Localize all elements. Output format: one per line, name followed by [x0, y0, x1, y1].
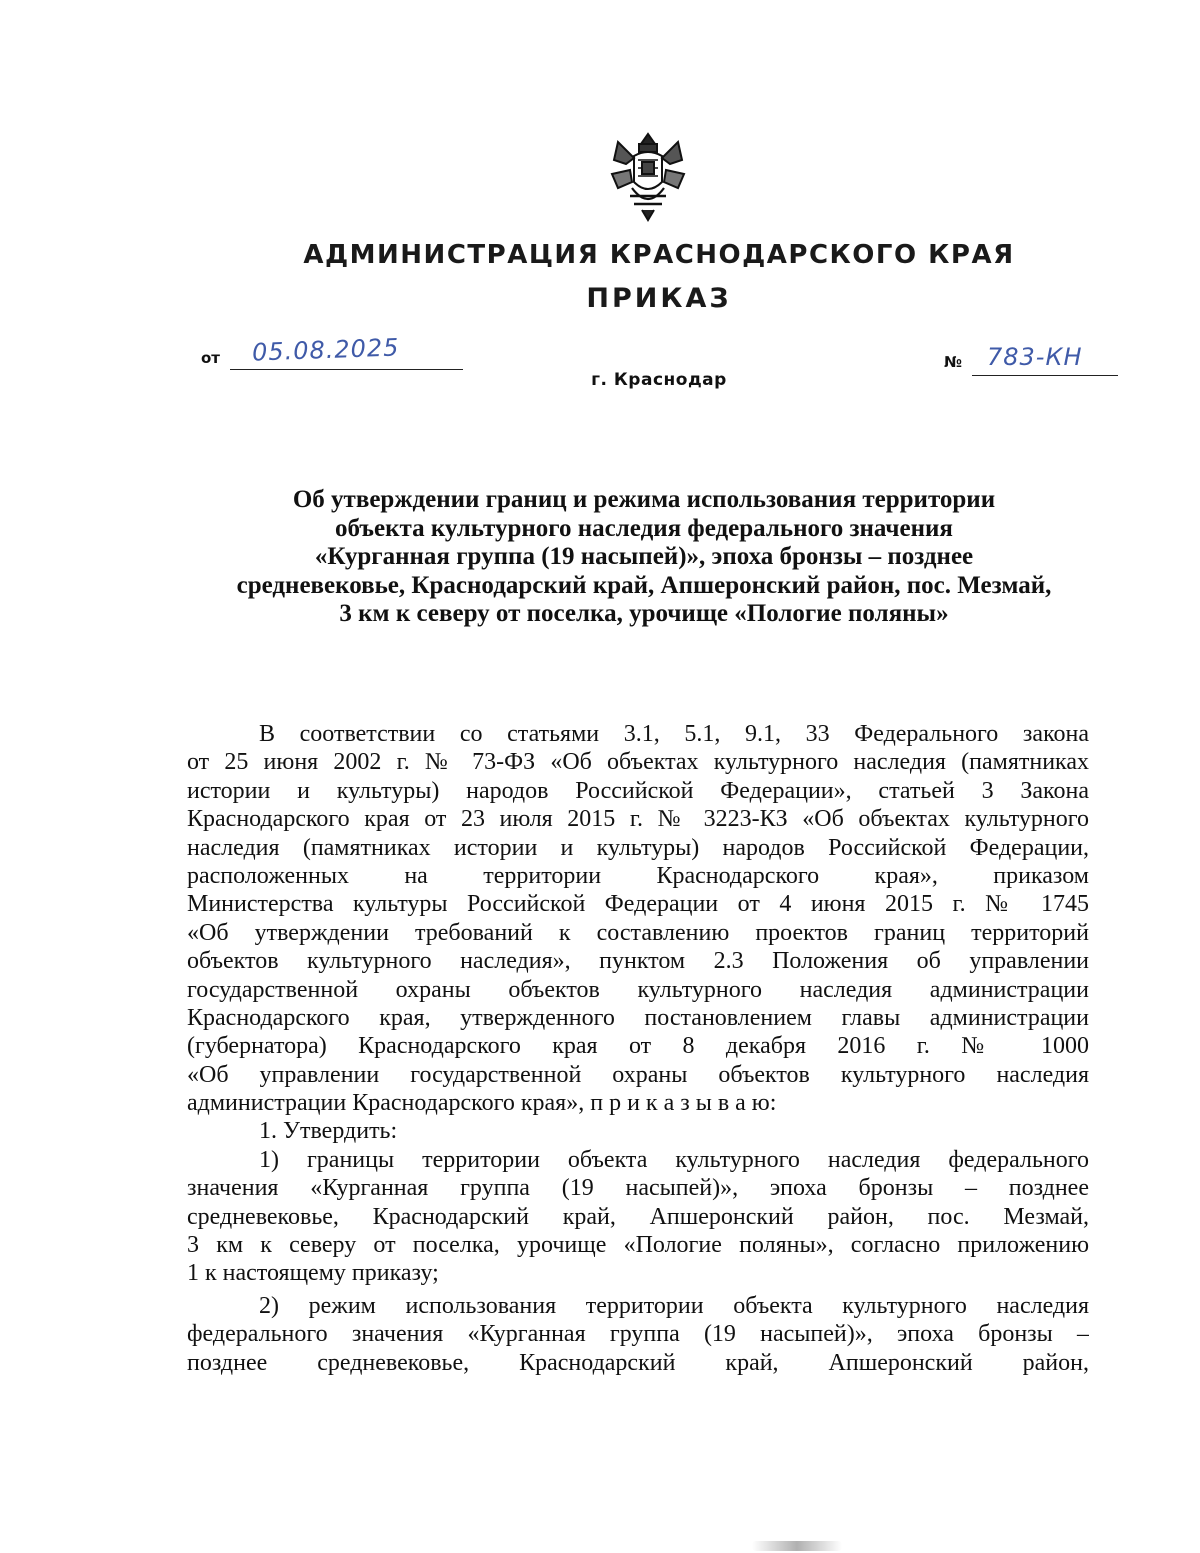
date-label: от [201, 349, 220, 367]
body-line: Краснодарского края от 23 июля 2015 г. № 3223-КЗ «Об объектах культурного [187, 806, 1089, 833]
body-line: истории и культуры) народов Российской Федерации», статьей 3 Закона [187, 777, 1089, 804]
document-subject [190, 486, 1098, 629]
item-1-heading: 1. Утвердить: [259, 1118, 398, 1145]
body-line: объектов культурного наследия», пунктом 2.3 Положения об управлении [187, 948, 1089, 975]
coat-of-arms-icon [608, 130, 688, 222]
city: г. Краснодар [591, 370, 727, 390]
body-line: Краснодарского края, утвержденного постановлением главы администрации [187, 1004, 1089, 1031]
body-line: «Об управлении государственной охраны объектов культурного наследия [187, 1061, 1089, 1088]
body-line: 1 к настоящему приказу; [187, 1260, 439, 1287]
body-line: расположенных на территории Краснодарского края», приказом [187, 862, 1089, 889]
number-label: № [944, 353, 963, 371]
subject-line: «Курганная группа (19 насыпей)», эпоха бронзы – позднее [314, 543, 974, 570]
document-body [187, 720, 1089, 1377]
body-line: администрации Краснодарского края», п р и к а з ы в а ю: [187, 1090, 777, 1117]
subject-line: 3 км к северу от поселка, урочище «Пологие поляны» [339, 600, 949, 627]
date-value: 05.08.2025 [251, 333, 400, 367]
body-line: (губернатора) Краснодарского края от 8 декабря 2016 г. № 1000 [187, 1033, 1089, 1060]
body-line: позднее средневековье, Краснодарский край, Апшеронский район, [187, 1349, 1089, 1376]
subject-line: объекта культурного наследия федерального значения [335, 514, 953, 542]
body-line: Министерства культуры Российской Федерации от 4 июня 2015 г. № 1745 [187, 891, 1089, 918]
number-value: 783-КН [987, 343, 1083, 371]
body-line: государственной охраны объектов культурного наследия администрации [187, 976, 1089, 1003]
body-line: федерального значения «Курганная группа (19 насыпей)», эпоха бронзы – [187, 1321, 1089, 1348]
body-line: 2) режим использования территории объекта культурного наследия [259, 1292, 1089, 1319]
body-line: 1) границы территории объекта культурного наследия федерального [259, 1146, 1089, 1173]
body-line: от 25 июня 2002 г. № 73-ФЗ «Об объектах культурного наследия (памятниках [187, 749, 1089, 776]
body-line: значения «Курганная группа (19 насыпей)», эпоха бронзы – позднее [187, 1175, 1089, 1202]
subject-line: средневековье, Краснодарский край, Апшеронский район, пос. Мезмай, [236, 571, 1052, 599]
document-type: ПРИКАЗ [586, 283, 732, 314]
organization-title: АДМИНИСТРАЦИЯ КРАСНОДАРСКОГО КРАЯ [303, 240, 1015, 270]
body-line: «Об утверждении требований к составлению проектов границ территорий [187, 919, 1089, 946]
subject-line: Об утверждении границ и режима использования территории [292, 486, 996, 513]
body-line: наследия (памятниках истории и культуры) народов Российской Федерации, [187, 834, 1089, 861]
body-line: 3 км к северу от поселка, урочище «Пологие поляны», согласно приложению [187, 1232, 1089, 1259]
body-line: В соответствии со статьями 3.1, 5.1, 9.1, 33 Федерального закона [259, 721, 1089, 747]
body-line: средневековье, Краснодарский край, Апшеронский район, пос. Мезмай, [187, 1203, 1089, 1230]
scan-artifact [752, 1541, 842, 1551]
